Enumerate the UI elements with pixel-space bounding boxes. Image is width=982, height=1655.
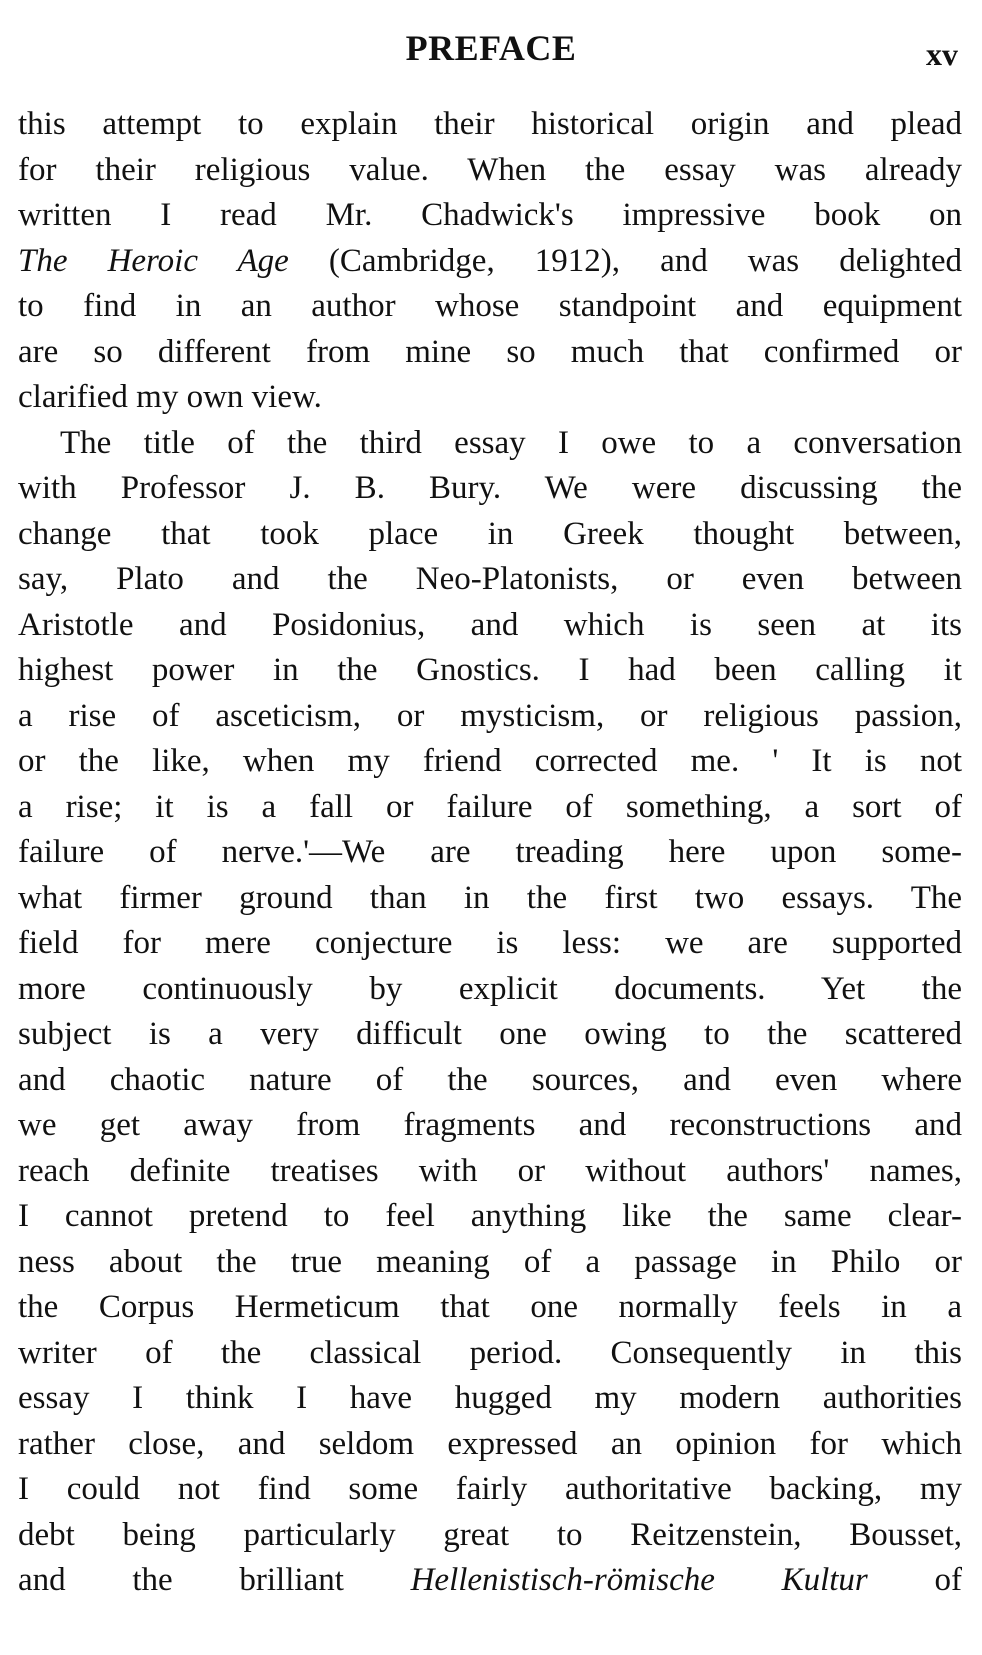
text-line: this attempt to explain their historical origin and plead [18, 106, 962, 142]
text-line: say, Plato and the Neo-Platonists, or even between [18, 561, 962, 597]
text-line: written I read Mr. Chadwick's impressive book on [18, 197, 962, 233]
text-line: writer of the classical period. Consequently in this [18, 1334, 962, 1371]
text-run: of [867, 1562, 962, 1598]
page-number: xv [926, 36, 958, 72]
text-run: (Cambridge, 1912), and was delighted [288, 242, 962, 279]
body-text [18, 102, 962, 1604]
text-line: a rise of asceticism, or mysticism, or religious passion, [18, 697, 962, 734]
text-run: and the brilliant [18, 1562, 411, 1598]
text-line: the Corpus Hermeticum that one normally feels in a [18, 1289, 962, 1325]
text-line: essay I think I have hugged my modern authorities [18, 1380, 962, 1416]
page-header [0, 22, 982, 74]
text-line: we get away from fragments and reconstructions and [18, 1107, 962, 1143]
text-line: rather close, and seldom expressed an opinion for which [18, 1425, 962, 1462]
book-title-italic: The Heroic Age [18, 242, 289, 279]
text-line: a rise; it is a fall or failure of something, a sort of [18, 788, 962, 825]
text-line: or the like, when my friend corrected me. ' It is not [18, 743, 962, 779]
text-line: field for mere conjecture is less: we are supported [18, 925, 962, 961]
text-line: more continuously by explicit documents. Yet the [18, 970, 962, 1007]
text-line: debt being particularly great to Reitzenstein, Bousset, [18, 1516, 962, 1553]
text-line: I could not find some fairly authoritative backing, my [18, 1471, 962, 1507]
text-line: failure of nerve.'—We are treading here upon some- [18, 834, 962, 870]
text-line: clarified my own view. [18, 379, 322, 415]
text-line: ness about the true meaning of a passage in Philo or [18, 1243, 962, 1280]
text-line: reach definite treatises with or without authors' names, [18, 1152, 962, 1189]
text-line: with Professor J. B. Bury. We were discussing the [18, 470, 962, 506]
text-line: change that took place in Greek thought between, [18, 515, 962, 552]
text-line [18, 1558, 962, 1604]
text-line: what firmer ground than in the first two essays. The [18, 879, 962, 916]
text-line: subject is a very difficult one owing to the scattered [18, 1016, 962, 1052]
book-title-italic: Hellenistisch-römische Kultur [410, 1562, 868, 1598]
text-line: I cannot pretend to feel anything like the same clear- [18, 1198, 962, 1234]
text-line: for their religious value. When the essay was already [18, 151, 962, 188]
text-line: are so different from mine so much that confirmed or [18, 333, 962, 370]
text-line: to find in an author whose standpoint and equipment [18, 288, 962, 324]
text-line: highest power in the Gnostics. I had been calling it [18, 652, 962, 688]
text-line: and chaotic nature of the sources, and even where [18, 1061, 962, 1098]
text-line: The title of the third essay I owe to a conversation [60, 424, 962, 461]
text-line [18, 239, 962, 285]
text-line: Aristotle and Posidonius, and which is seen at its [18, 606, 962, 643]
running-head: PREFACE [405, 28, 577, 68]
